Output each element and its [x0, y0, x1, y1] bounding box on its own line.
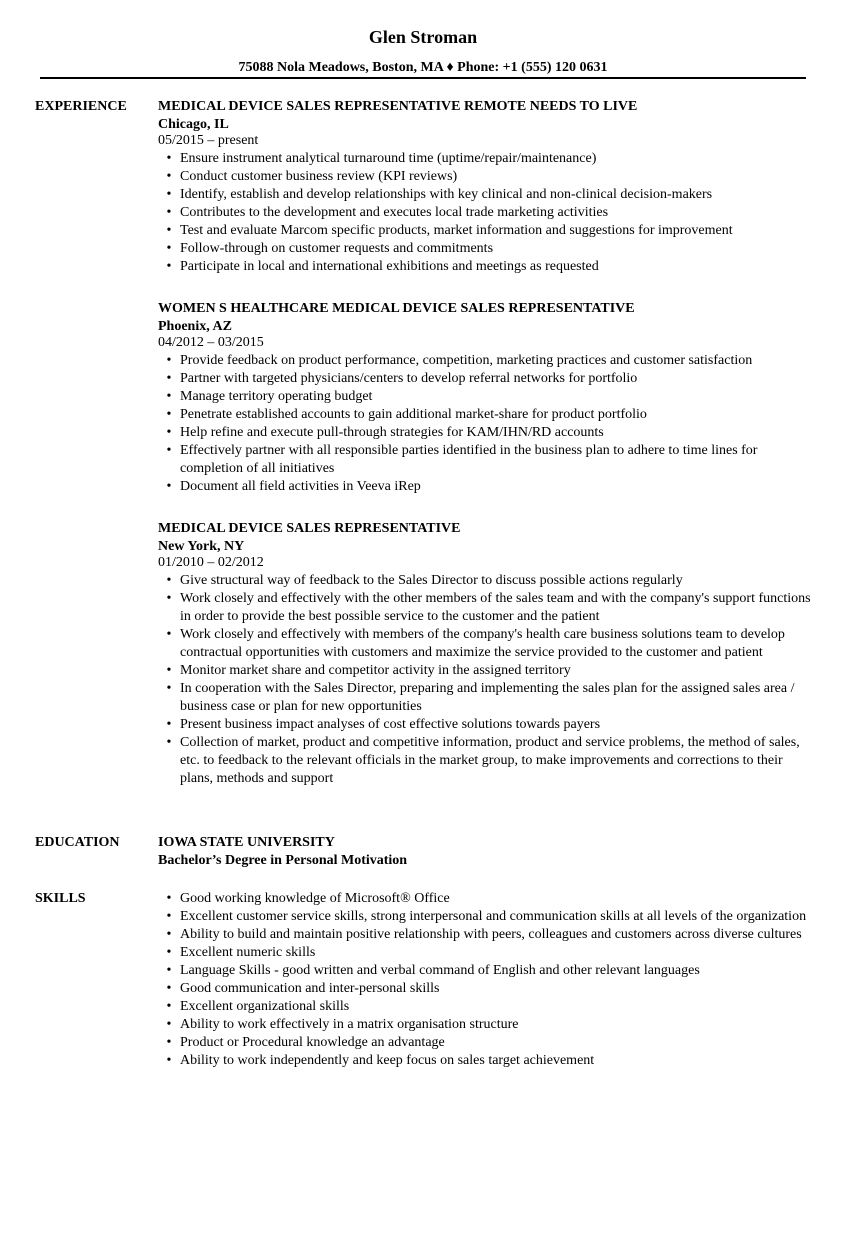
- list-item-text: Good working knowledge of Microsoft® Office: [180, 891, 450, 906]
- list-item: [158, 962, 818, 980]
- list-item: [158, 716, 818, 734]
- list-item-text: Contributes to the development and executes local trade marketing activities: [180, 205, 609, 220]
- list-item: [158, 442, 818, 478]
- bullet-icon: •: [166, 443, 172, 458]
- list-item: [158, 944, 818, 962]
- job-title: MEDICAL DEVICE SALES REPRESENTATIVE REMOTE NEEDS TO LIVE: [158, 99, 638, 114]
- list-item: [158, 626, 818, 662]
- list-item: [158, 168, 818, 186]
- skills-list: [158, 890, 818, 1070]
- list-item: [158, 908, 818, 926]
- bullet-icon: •: [166, 909, 172, 924]
- bullet-icon: •: [166, 407, 172, 422]
- list-item-text: Help refine and execute pull-through strategies for KAM/IHN/RD accounts: [180, 425, 604, 440]
- list-item-text: Conduct customer business review (KPI reviews): [180, 169, 458, 184]
- list-item: [158, 998, 818, 1016]
- bullet-icon: •: [166, 573, 172, 588]
- bullet-icon: •: [166, 389, 172, 404]
- bullet-icon: •: [166, 1035, 172, 1050]
- list-item: [158, 222, 818, 240]
- bullet-icon: •: [166, 891, 172, 906]
- list-item-text: Ability to work effectively in a matrix organisation structure: [180, 1017, 519, 1032]
- list-item: [158, 572, 818, 590]
- list-item-text: Identify, establish and develop relationships with key clinical and non-clinical decision-makers: [180, 187, 713, 202]
- job-location: New York, NY: [158, 539, 245, 554]
- bullet-icon: •: [166, 425, 172, 440]
- bullet-icon: •: [166, 999, 172, 1014]
- list-item-text: Ability to work independently and keep focus on sales target achievement: [180, 1053, 595, 1068]
- list-item: [158, 1016, 818, 1034]
- job-entry: [158, 300, 818, 496]
- bullet-icon: •: [166, 1017, 172, 1032]
- bullet-icon: •: [166, 169, 172, 184]
- list-item: [158, 424, 818, 442]
- contact-line: 75088 Nola Meadows, Boston, MA ♦ Phone: +1 (555) 120 0631: [238, 60, 608, 75]
- list-item: [158, 590, 818, 626]
- bullet-icon: •: [166, 241, 172, 256]
- bullet-icon: •: [166, 963, 172, 978]
- list-item: [158, 478, 818, 496]
- job-entry: [158, 98, 818, 276]
- list-item-text: Provide feedback on product performance, competition, marketing practices and customer satisfaction: [180, 353, 753, 368]
- bullet-icon: •: [166, 663, 172, 678]
- list-item-text: Work closely and effectively with the other members of the sales team and with the company's support functions in order to provide the best possible service to the customer and the patient: [180, 591, 811, 624]
- job-title: MEDICAL DEVICE SALES REPRESENTATIVE: [158, 521, 461, 536]
- list-item: [158, 1034, 818, 1052]
- list-item: [158, 980, 818, 998]
- list-item: [158, 662, 818, 680]
- list-item: [158, 240, 818, 258]
- job-bullet-list: [158, 352, 818, 496]
- job-bullet-list: [158, 572, 818, 788]
- list-item: [158, 370, 818, 388]
- list-item: [158, 150, 818, 168]
- list-item-text: Give structural way of feedback to the Sales Director to discuss possible actions regularly: [180, 573, 683, 588]
- education-entry: [158, 834, 818, 870]
- job-entry: [158, 520, 818, 788]
- list-item-text: Penetrate established accounts to gain additional market-share for product portfolio: [180, 407, 647, 422]
- bullet-icon: •: [166, 591, 172, 606]
- list-item-text: Effectively partner with all responsible parties identified in the business plan to adhere to time lines for completion of all initiatives: [180, 443, 758, 476]
- list-item: [158, 204, 818, 222]
- list-item: [158, 352, 818, 370]
- list-item: [158, 186, 818, 204]
- list-item-text: Good communication and inter-personal skills: [180, 981, 440, 996]
- list-item-text: Ensure instrument analytical turnaround time (uptime/repair/maintenance): [180, 151, 597, 166]
- job-bullet-list: [158, 150, 818, 276]
- skills-entry: [158, 890, 818, 1070]
- bullet-icon: •: [166, 627, 172, 642]
- bullet-icon: •: [166, 717, 172, 732]
- bullet-icon: •: [166, 187, 172, 202]
- list-item-text: Product or Procedural knowledge an advantage: [180, 1035, 445, 1050]
- job-dates: 05/2015 – present: [158, 133, 259, 148]
- list-item: [158, 258, 818, 276]
- list-item-text: Partner with targeted physicians/centers to develop referral networks for portfolio: [180, 371, 638, 386]
- job-location: Phoenix, AZ: [158, 319, 232, 334]
- bullet-icon: •: [166, 371, 172, 386]
- list-item-text: Excellent customer service skills, strong interpersonal and communication skills at all levels of the organization: [180, 909, 807, 924]
- list-item-text: In cooperation with the Sales Director, preparing and implementing the sales plan for the assigned sales area / business case or plan for new opportunities: [180, 681, 795, 714]
- candidate-name: Glen Stroman: [368, 27, 478, 47]
- skills-heading: SKILLS: [35, 891, 86, 906]
- list-item-text: Test and evaluate Marcom specific products, market information and suggestions for improvement: [180, 223, 733, 238]
- list-item-text: Present business impact analyses of cost effective solutions towards payers: [180, 717, 601, 732]
- bullet-icon: •: [166, 927, 172, 942]
- bullet-icon: •: [166, 353, 172, 368]
- list-item: [158, 926, 818, 944]
- school-name: IOWA STATE UNIVERSITY: [158, 835, 335, 850]
- job-dates: 04/2012 – 03/2015: [158, 335, 264, 350]
- list-item-text: Monitor market share and competitor activity in the assigned territory: [180, 663, 571, 678]
- list-item-text: Manage territory operating budget: [180, 389, 373, 404]
- bullet-icon: •: [166, 945, 172, 960]
- list-item-text: Follow-through on customer requests and commitments: [180, 241, 494, 256]
- list-item: [158, 1052, 818, 1070]
- list-item-text: Participate in local and international exhibitions and meetings as requested: [180, 259, 599, 274]
- list-item: [158, 734, 818, 788]
- job-dates: 01/2010 – 02/2012: [158, 555, 264, 570]
- experience-heading: EXPERIENCE: [35, 99, 127, 114]
- list-item: [158, 890, 818, 908]
- bullet-icon: •: [166, 259, 172, 274]
- list-item-text: Ability to build and maintain positive relationship with peers, colleagues and customers across diverse cultures: [180, 927, 802, 942]
- bullet-icon: •: [166, 735, 172, 750]
- bullet-icon: •: [166, 205, 172, 220]
- education-heading: EDUCATION: [35, 835, 120, 850]
- list-item: [158, 680, 818, 716]
- bullet-icon: •: [166, 479, 172, 494]
- bullet-icon: •: [166, 151, 172, 166]
- list-item-text: Excellent numeric skills: [180, 945, 316, 960]
- job-title: WOMEN S HEALTHCARE MEDICAL DEVICE SALES REPRESENTATIVE: [158, 301, 635, 316]
- list-item-text: Collection of market, product and competitive information, product and service problems, the method of sales, etc. to feedback to the relevant officials in the market group, to make improvements and corrections to their plans, methods and support: [180, 735, 800, 786]
- bullet-icon: •: [166, 1053, 172, 1068]
- list-item-text: Excellent organizational skills: [180, 999, 350, 1014]
- job-location: Chicago, IL: [158, 117, 229, 132]
- degree: Bachelor’s Degree in Personal Motivation: [158, 853, 408, 868]
- list-item-text: Language Skills - good written and verbal command of English and other relevant languages: [180, 963, 700, 978]
- bullet-icon: •: [166, 681, 172, 696]
- list-item-text: Work closely and effectively with members of the company's health care business solutions team to develop contractual opportunities with customers and maximize the service provided to the customer and patient: [180, 627, 785, 660]
- bullet-icon: •: [166, 223, 172, 238]
- list-item-text: Document all field activities in Veeva iRep: [180, 479, 421, 494]
- list-item: [158, 388, 818, 406]
- bullet-icon: •: [166, 981, 172, 996]
- list-item: [158, 406, 818, 424]
- header-divider: [40, 77, 806, 79]
